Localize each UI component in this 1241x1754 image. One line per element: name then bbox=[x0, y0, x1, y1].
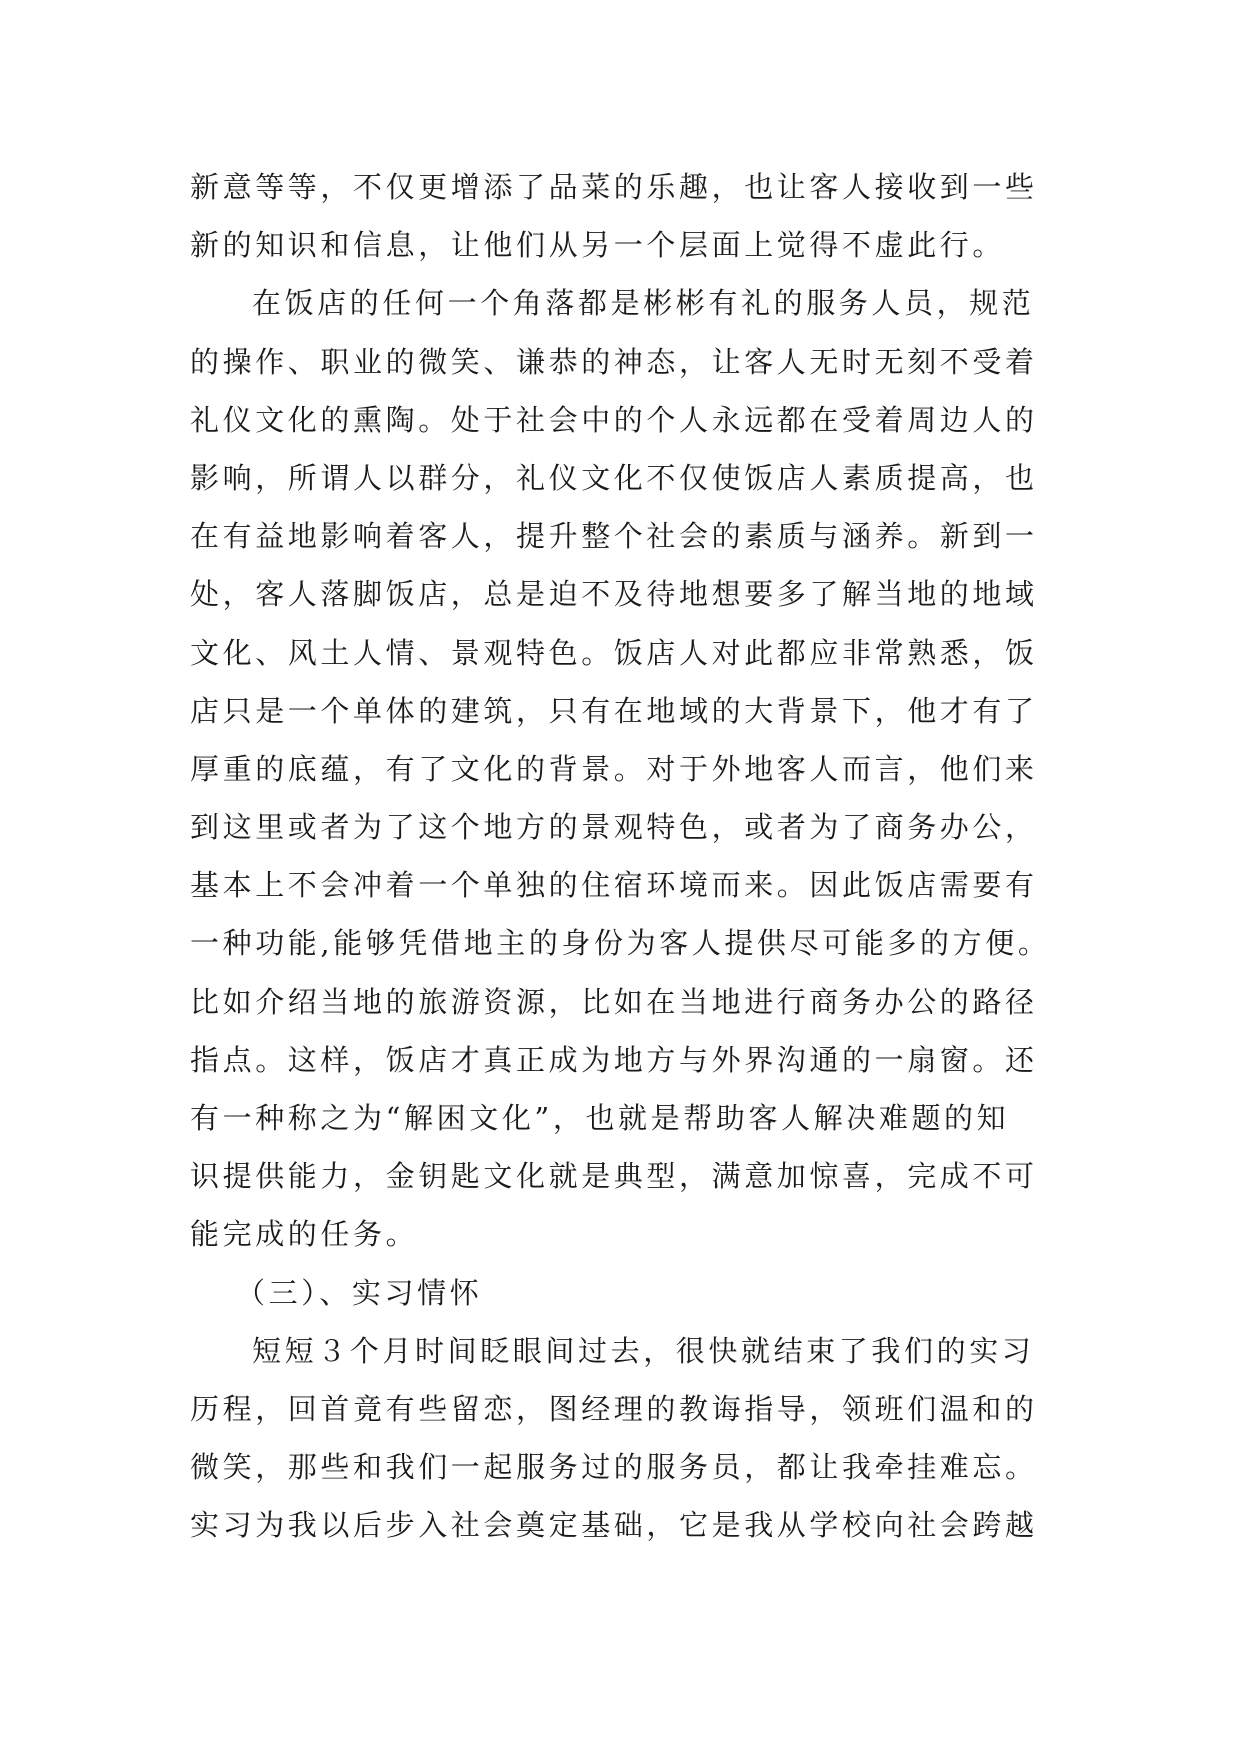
text-line: 能完成的任务。 bbox=[190, 1217, 419, 1252]
section-heading: （三）、实习情怀 bbox=[236, 1275, 483, 1310]
text-line: 微笑，那些和我们一起服务过的服务员，都让我牵挂难忘。 bbox=[190, 1450, 1038, 1485]
paragraph-start-line: 短短３个月时间眨眼间过去，很快就结束了我们的实习 bbox=[252, 1333, 1035, 1368]
text-line: 识提供能力，金钥匙文化就是典型，满意加惊喜，完成不可 bbox=[190, 1159, 1038, 1194]
text-line: 指点。这样，饭店才真正成为地方与外界沟通的一扇窗。还 bbox=[190, 1042, 1038, 1077]
text-line: 历程，回首竟有些留恋，图经理的教诲指导，领班们温和的 bbox=[190, 1391, 1038, 1426]
document-body bbox=[190, 158, 1050, 1555]
text-line: 到这里或者为了这个地方的景观特色，或者为了商务办公， bbox=[190, 810, 1038, 845]
text-line: 新的知识和信息，让他们从另一个层面上觉得不虚此行。 bbox=[190, 228, 1006, 263]
text-line: 新意等等，不仅更增添了品菜的乐趣，也让客人接收到一些 bbox=[190, 170, 1038, 204]
text-line: 在有益地影响着客人，提升整个社会的素质与涵养。新到一 bbox=[190, 519, 1038, 554]
paragraph-start-line: 在饭店的任何一个角落都是彬彬有礼的服务人员，规范 bbox=[252, 286, 1035, 321]
text-line: 实习为我以后步入社会奠定基础，它是我从学校向社会跨越 bbox=[190, 1508, 1038, 1543]
text-line: 影响，所谓人以群分，礼仪文化不仅使饭店人素质提高，也 bbox=[190, 460, 1038, 495]
text-line: 处，客人落脚饭店，总是迫不及待地想要多了解当地的地域 bbox=[190, 577, 1038, 612]
text-line: 店只是一个单体的建筑，只有在地域的大背景下，他才有了 bbox=[190, 693, 1038, 728]
text-line: 礼仪文化的熏陶。处于社会中的个人永远都在受着周边人的 bbox=[190, 402, 1038, 437]
text-line: 厚重的底蕴，有了文化的背景。对于外地客人而言，他们来 bbox=[190, 751, 1038, 786]
text-line: 比如介绍当地的旅游资源，比如在当地进行商务办公的路径 bbox=[190, 984, 1038, 1019]
text-line: 的操作、职业的微笑、谦恭的神态，让客人无时无刻不受着 bbox=[190, 344, 1038, 379]
text-line: 有一种称之为“解困文化”，也就是帮助客人解决难题的知 bbox=[190, 1101, 1010, 1135]
text-line: 文化、风土人情、景观特色。饭店人对此都应非常熟悉，饭 bbox=[190, 635, 1038, 670]
text-line: 一种功能,能够凭借地主的身份为客人提供尽可能多的方便。 bbox=[190, 926, 1051, 961]
text-line: 基本上不会冲着一个单独的住宿环境而来。因此饭店需要有 bbox=[190, 868, 1038, 903]
